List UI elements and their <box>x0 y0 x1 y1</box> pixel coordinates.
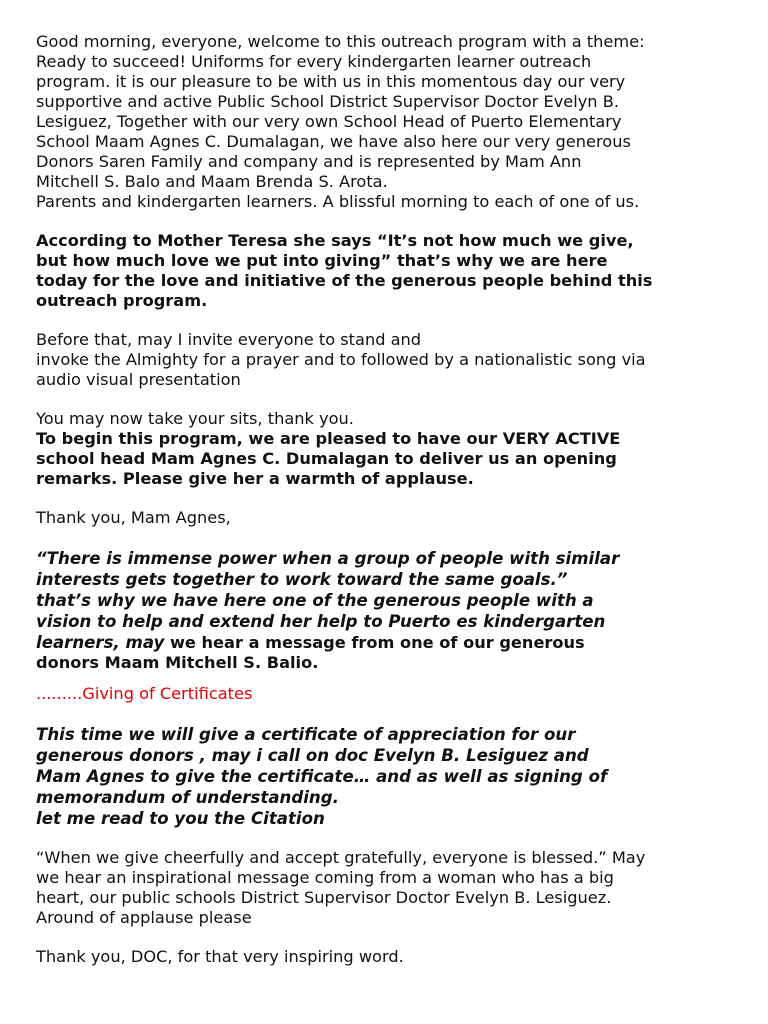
opening-remarks-paragraph: To begin this program, we are pleased to have our VERY ACTIVE school head Mam Agnes C. Dumalagan to deliver us an opening remarks. Please give her a warmth of applause. <box>36 429 621 488</box>
thank-you-agnes-line: Thank you, Mam Agnes, <box>36 508 231 527</box>
thank-you-doc-line: Thank you, DOC, for that very inspiring word. <box>36 947 404 966</box>
welcome-paragraph: Good morning, everyone, welcome to this outreach program with a theme: Ready to succeed! Uniforms for every kindergarten learner outreach program. it is our pleasure to be with us in this momentous day our very supportive and active Public School District Supervisor Doctor Evelyn B. Lesiguez, Together with our very own School Head of Puerto Elementary School Maam Agnes C. Dumalagan, we have also here our very generous Donors Saren Family and company and is represented by Mam Ann Mitchell S. Balo and Maam Brenda S. Arota. Parents and kindergarten learners. A blissful morning to each of one of us. <box>36 32 645 211</box>
document-page <box>36 32 736 967</box>
inspirational-message-paragraph: “When we give cheerfully and accept gratefully, everyone is blessed.” May we hear an inspirational message coming from a woman who has a big heart, our public schools District Supervisor Doctor Evelyn B. Lesiguez. Around of applause please <box>36 848 646 927</box>
power-quote-tail-text: we hear a message from one of our generous donors Maam Mitchell S. Balio. <box>36 633 585 672</box>
prayer-invitation-paragraph: Before that, may I invite everyone to stand and invoke the Almighty for a prayer and to followed by a nationalistic song via audio visual presentation <box>36 330 646 389</box>
certificate-paragraph: This time we will give a certificate of appreciation for our generous donors , may i call on doc Evelyn B. Lesiguez and Mam Agnes to give the certificate… and as well as signing of memorandum of understanding. let me read to you the Citation <box>36 725 608 828</box>
giving-certificates-heading: .........Giving of Certificates <box>36 684 253 703</box>
power-quote-paragraph <box>36 548 736 673</box>
take-sits-line: You may now take your sits, thank you. <box>36 409 354 428</box>
power-quote-italic-text: “There is immense power when a group of people with similar interests gets together to work toward the same goals.” that’s why we have here one of the generous people with a vision to help and extend her help to Puerto es kindergarten learners, may <box>36 549 620 652</box>
mother-teresa-quote-paragraph: According to Mother Teresa she says “It’s not how much we give, but how much love we put into giving” that’s why we are here today for the love and initiative of the generous people behind this outreach program. <box>36 231 653 310</box>
